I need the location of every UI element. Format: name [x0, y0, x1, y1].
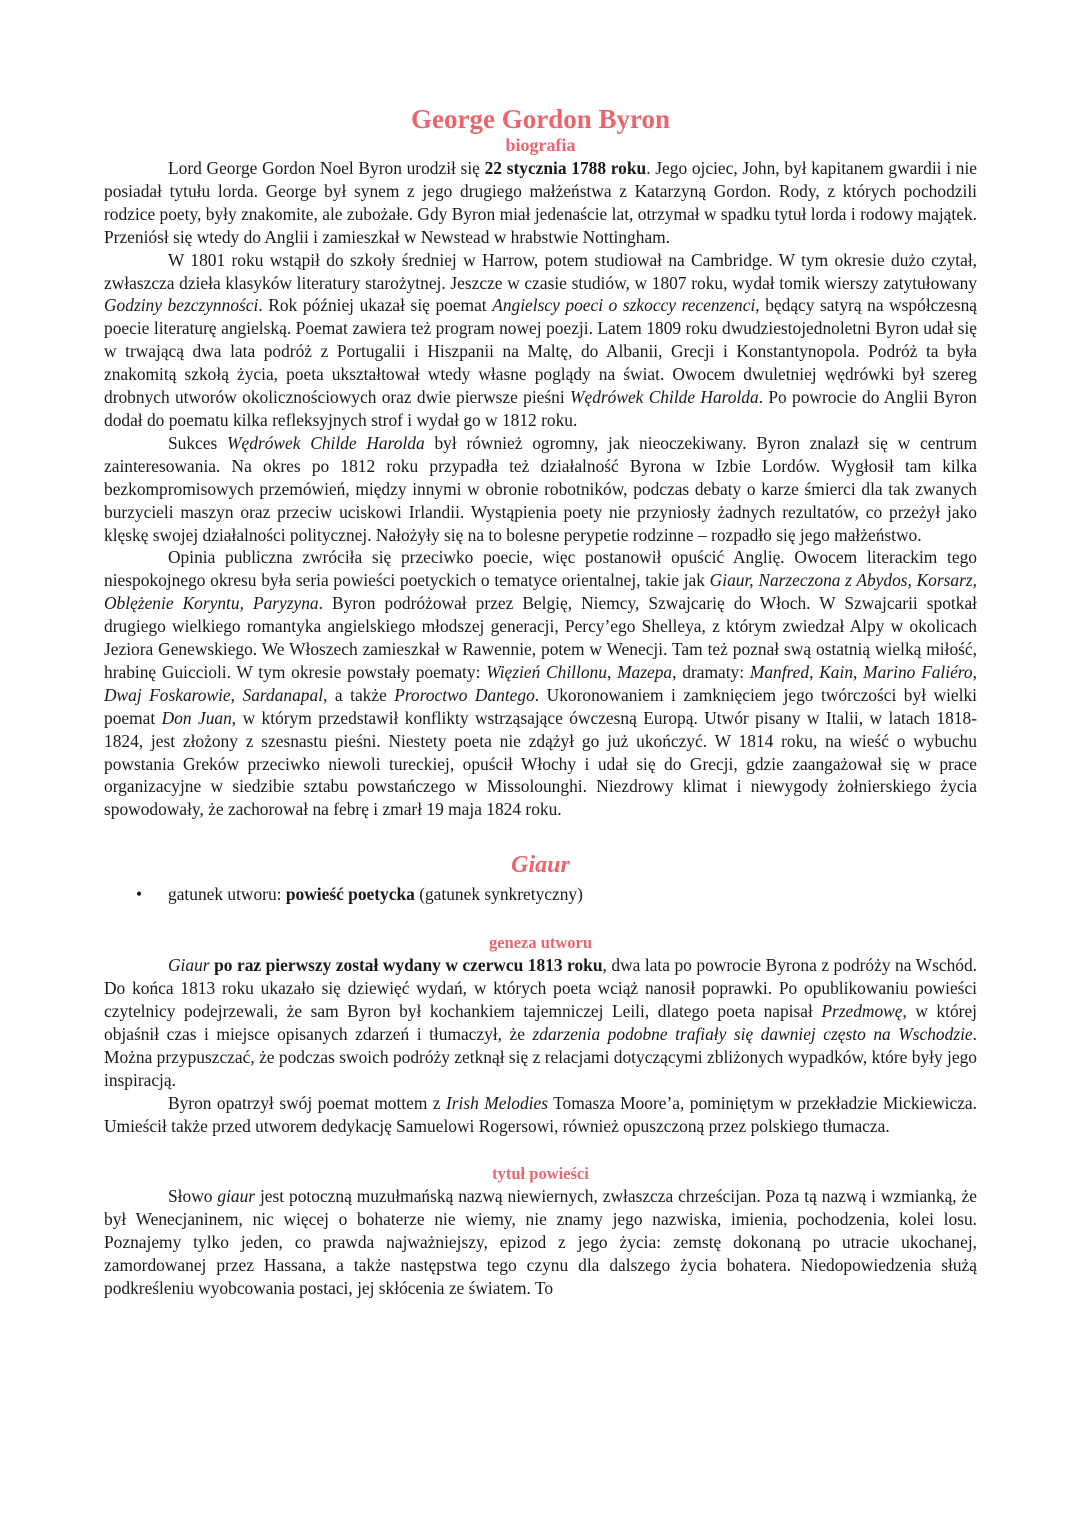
- italic-text-run: Wędrówek Childe Harolda: [570, 387, 759, 408]
- italic-text-run: Dwaj Foskarowie: [104, 684, 231, 705]
- text-run: . Można przypuszczać, że podczas swoich podróży zetknął się z relacjami dotyczącymi zbliżonych wypadków, które były jego inspiracją.: [104, 1023, 977, 1090]
- text-run: Lord George Gordon Noel Byron urodził się: [168, 158, 485, 178]
- text-run: . Po powrocie do Anglii Byron dodał do poematu kilka refleksyjnych strof i wydał go w 1812 roku.: [104, 387, 977, 430]
- bio-paragraph-4: [104, 546, 977, 821]
- section-title-giaur: Giaur: [511, 852, 570, 879]
- page-title: George Gordon Byron: [411, 104, 670, 134]
- italic-text-run: Marino Faliéro: [863, 661, 973, 682]
- text-run: Tomasza Moore’a, pominiętym w przekładzie Mickiewicza. Umieścił także przed utworem dedykację Samuelowi Rogersowi, również opuszczoną przez polskiego tłumacza.: [104, 1092, 977, 1136]
- text-run: był również ogromny, jak nieoczekiwany. Byron znalazł się w centrum zainteresowania. Na okres po 1812 roku przypadła też działalność Byrona w Izbie Lordów. Wygłosił tam kilka bezkompromisowych przemówień, między innymi w obronie robotników, podczas debaty o karze śmierci dla tak zwanych burzycieli maszyn oraz przeciw uciskowi Irlandii. Wystąpienia poety nie przyniosły żadnych rezultatów, co przeżył jako klęskę swojej działalności politycznej. Nałożyły się na to bolesne perypetie rodzinne – rozpadło się jego małżeństwo.: [104, 432, 977, 545]
- italic-text-run: Proroctwo Dantego: [394, 684, 535, 705]
- italic-text-run: giaur: [217, 1186, 256, 1207]
- text-run: , w której objaśnił czas i miejsce opisanych zdarzeń i tłumaczył, że: [104, 1001, 977, 1044]
- bio-paragraph-3: [104, 432, 977, 547]
- text-run: Byron opatrzył swój poemat mottem z: [168, 1092, 446, 1113]
- italic-text-run: Mazepa: [617, 661, 673, 682]
- text-run: , a także: [323, 684, 395, 705]
- italic-text-run: Giaur: [168, 955, 210, 976]
- text-run: , będący satyrą na współczesną poecie literaturę angielską. Poemat zawiera też program nowej poezji. Latem 1809 roku dwudziestojednoletni Byron udał się w trwającą dwa lata podróż z Portugalii i Hiszpanii na Maltę, do Albanii, Grecji i Konstantynopola. Podróż ta była znakomitą szkołą życia, poeta ukształtował wtedy własne poglądy na świat. Owocem dwuletniej wędrówki był szereg drobnych utworów okolicznościowych oraz dwie pierwsze pieśni: [104, 295, 977, 408]
- genesis-paragraph-1: [104, 954, 977, 1091]
- italic-text-run: Irish Melodies: [445, 1092, 549, 1113]
- text-run: Opinia publiczna zwróciła się przeciwko poecie, więc postanowił opuścić Anglię. Owocem literackim tego niespokojnego okresu była seria powieści poetyckich o tematyce orientalnej, takie jak: [104, 547, 977, 591]
- italic-text-run: Angielscy poeci o szkoccy recenzenci: [492, 295, 756, 316]
- bold-text-run: powieść poetycka: [285, 884, 415, 905]
- genre-bullet-item: [104, 883, 977, 906]
- italic-text-run: Sardanapal: [242, 684, 324, 705]
- text-run: gatunek utworu:: [168, 884, 286, 905]
- text-run: , dwa lata po powrocie Byrona z podróży na Wschód. Do końca 1813 roku ukazało się dziewięć wydań, w których poeta wciąż nanosił poprawki. Po opublikowaniu powieści czytelnicy podejrzewali, że sam Byron był kochankiem tajemniczej Leili, dlatego poeta napisał: [104, 955, 978, 1021]
- text-run: Słowo: [168, 1186, 218, 1207]
- title-heading: tytuł powieści: [492, 1164, 589, 1184]
- text-run: Sukces: [168, 432, 228, 453]
- text-run: ,: [809, 661, 820, 682]
- italic-text-run: Giaur, Narzeczona z Abydos, Korsarz, Oblężenie Koryntu, Paryzyna: [104, 570, 977, 614]
- text-run: ,: [230, 684, 243, 705]
- text-run: . Rok później ukazał się poemat: [258, 295, 493, 316]
- text-run: (gatunek synkretyczny): [414, 884, 583, 905]
- genre-bullet-text: [168, 884, 583, 904]
- bio-paragraph-2: [104, 249, 977, 432]
- title-paragraph-1: [104, 1185, 977, 1300]
- text-run: . Byron podróżował przez Belgię, Niemcy, Szwajcarię do Włoch. W Szwajcarii spotkał drugiego wielkiego romantyka angielskiego młodszej generacji, Percy’ego Shelleya, z którym zwiedzał Alpy w okolicach Jeziora Genewskiego. We Włoszech zamieszkał w Rawennie, potem w Wenecji. Tam też poznał swą ostatnią wielką miłość, hrabinę Guiccioli. W tym okresie powstały poematy:: [104, 593, 978, 682]
- italic-text-run: Godziny bezczynności: [104, 295, 259, 316]
- text-run: ,: [606, 661, 618, 682]
- text-run: ,: [853, 661, 864, 682]
- text-run: . Jego ojciec, John, był kapitanem gwardii i nie posiadał tytułu lorda. George był synem z jego drugiego małżeństwa z Katarzyną Gordon. Rody, z których pochodzili rodzice poety, były znakomite, ale zubożałe. Gdy Byron miał jedenaście lat, otrzymał w spadku tytuł lorda i rodowy majątek. Przeniósł się wtedy do Anglii i zamieszkał w Newstead w hrabstwie Nottingham.: [104, 158, 977, 247]
- italic-text-run: Kain: [819, 661, 854, 682]
- text-run: ,: [972, 661, 977, 682]
- text-run: , w którym przedstawił konflikty wstrząsające ówczesną Europą. Utwór pisany w Italii, w latach 1818-1824, jest złożony z szesnastu pieśni. Niestety poeta nie zdążył go już ukończyć. W 1814 roku, na wieść o wybuchu powstania Greków przeciwko niewoli tureckiej, opuścił Włochy i udał się do Grecji, gdzie zaangażował się w prace organizacyjne w siedzibie sztabu powstańczego w Missolounghi. Niezdrowy klimat i niewygody żołnierskiego życia spowodowały, że zachorował na febrę i zmarł 19 maja 1824 roku.: [104, 707, 977, 820]
- text-run: jest potoczną muzułmańską nazwą niewiernych, zwłaszcza chrześcijan. Poza tą nazwą i wzmianką, że był Wenecjaninem, nic więcej o bohaterze nie wiemy, nie znamy jego nazwiska, imienia, pochodzenia, kolei losu. Poznajemy tylko jeden, co prawda najważniejszy, epizod z jego życia: zemstę dokonaną po utracie ukochanej, zamordowanej przez Hassana, a także następstwa tego czynu dla dalszego życia bohatera. Niedopowiedzenia służą podkreśleniu wyobcowania postaci, jej skłócenia ze światem. To: [104, 1186, 977, 1299]
- italic-text-run: Manfred: [749, 661, 810, 682]
- italic-text-run: Więzień Chillonu: [486, 661, 607, 682]
- bullet-icon: •: [136, 884, 143, 905]
- text-run: W 1801 roku wstąpił do szkoły średniej w Harrow, potem studiował na Cambridge. W tym okresie dużo czytał, zwłaszcza dzieła klasyków literatury starożytnej. Jeszcze w czasie studiów, w 1807 roku, wydał tomik wierszy zatytułowany: [104, 249, 977, 293]
- italic-text-run: Wędrówek Childe Harolda: [227, 432, 425, 453]
- page-subtitle: biografia: [505, 135, 576, 155]
- genesis-heading: geneza utworu: [488, 933, 593, 953]
- italic-text-run: Przedmowę: [821, 1001, 903, 1021]
- bio-paragraph-1: [104, 157, 977, 249]
- bold-text-run: 22 stycznia 1788 roku: [484, 158, 647, 178]
- text-run: . Ukoronowaniem i zamknięciem jego twórczości był wielki poemat: [104, 684, 978, 728]
- italic-text-run: Don Juan: [161, 707, 232, 728]
- genesis-paragraph-2: [104, 1092, 977, 1138]
- bold-text-run: po raz pierwszy został wydany w czerwcu 1813 roku: [214, 955, 603, 976]
- text-run: , dramaty:: [672, 661, 750, 682]
- italic-text-run: zdarzenia podobne trafiały się dawniej często na Wschodzie: [532, 1023, 973, 1044]
